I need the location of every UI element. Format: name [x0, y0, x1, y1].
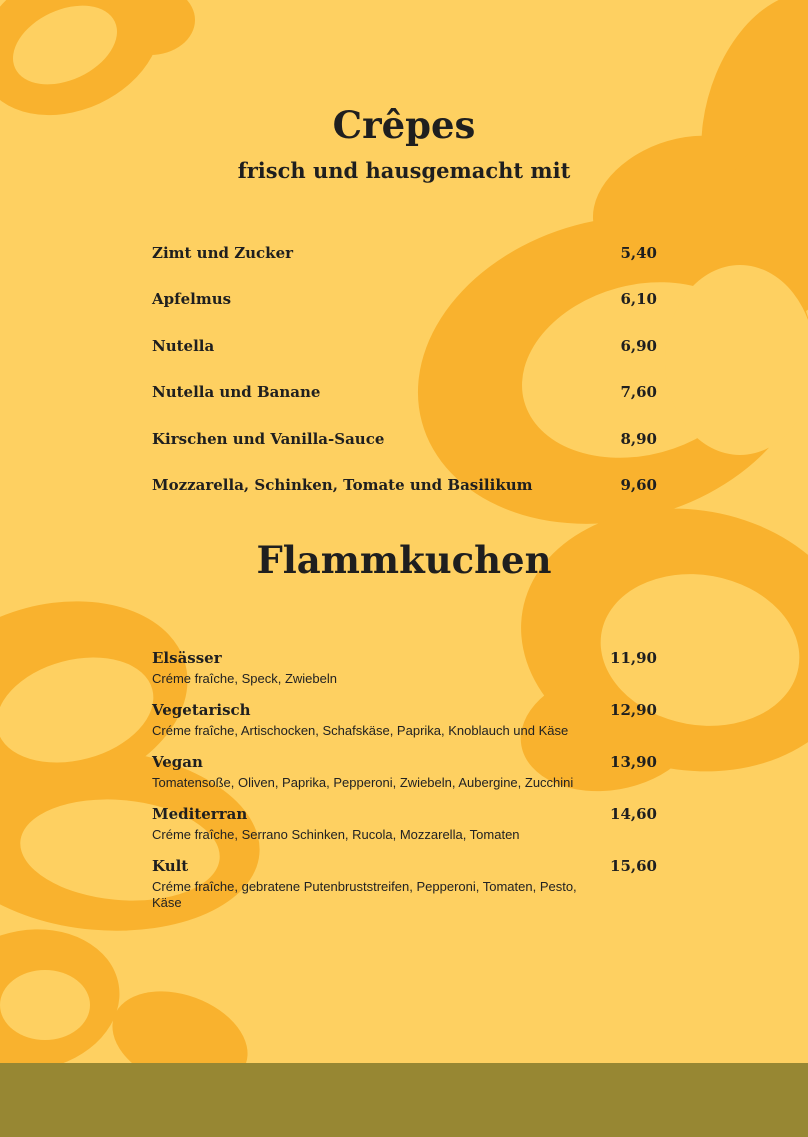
crepe-item — [152, 430, 657, 454]
item-price: 13,90 — [610, 753, 657, 771]
item-name: Kirschen und Vanilla-Sauce — [152, 430, 385, 448]
flammkuchen-title: Flammkuchen — [256, 538, 552, 582]
crepes-title: Crêpes — [332, 103, 476, 147]
item-description: Créme fraîche, gebratene Putenbruststreifen, Pepperoni, Tomaten, Pesto, Käse — [152, 879, 577, 910]
item-name: Zimt und Zucker — [152, 244, 294, 262]
item-name: Mozzarella, Schinken, Tomate und Basilikum — [152, 476, 533, 494]
item-price: 5,40 — [620, 244, 657, 262]
item-price: 15,60 — [610, 857, 657, 875]
item-description: Créme fraîche, Serrano Schinken, Rucola, Mozzarella, Tomaten — [152, 827, 520, 842]
item-name: Vegetarisch — [152, 701, 251, 719]
item-price: 8,90 — [620, 430, 657, 448]
item-price: 11,90 — [610, 649, 657, 667]
item-name: Elsässer — [152, 649, 222, 667]
item-name: Nutella und Banane — [152, 383, 321, 401]
item-description: Créme fraîche, Speck, Zwiebeln — [152, 671, 337, 686]
item-price: 14,60 — [610, 805, 657, 823]
crepes-subtitle: frisch und hausgemacht mit — [237, 158, 571, 183]
crepe-item — [152, 290, 657, 314]
item-name: Kult — [152, 857, 189, 875]
item-name: Nutella — [152, 337, 215, 355]
crepe-item — [152, 244, 657, 268]
footer-bar — [0, 1063, 808, 1137]
item-name: Vegan — [152, 753, 203, 771]
item-price: 6,90 — [620, 337, 657, 355]
item-name: Apfelmus — [152, 290, 232, 308]
item-name: Mediterran — [152, 805, 248, 823]
item-price: 9,60 — [620, 476, 657, 494]
item-description: Tomatensoße, Oliven, Paprika, Pepperoni, Zwiebeln, Aubergine, Zucchini — [152, 775, 574, 790]
crepe-item — [152, 476, 657, 500]
item-price: 6,10 — [620, 290, 657, 308]
item-price: 7,60 — [620, 383, 657, 401]
item-description: Créme fraîche, Artischocken, Schafskäse, Paprika, Knoblauch und Käse — [152, 723, 569, 738]
crepe-item — [152, 337, 657, 361]
item-price: 12,90 — [610, 701, 657, 719]
crepe-item — [152, 383, 657, 407]
